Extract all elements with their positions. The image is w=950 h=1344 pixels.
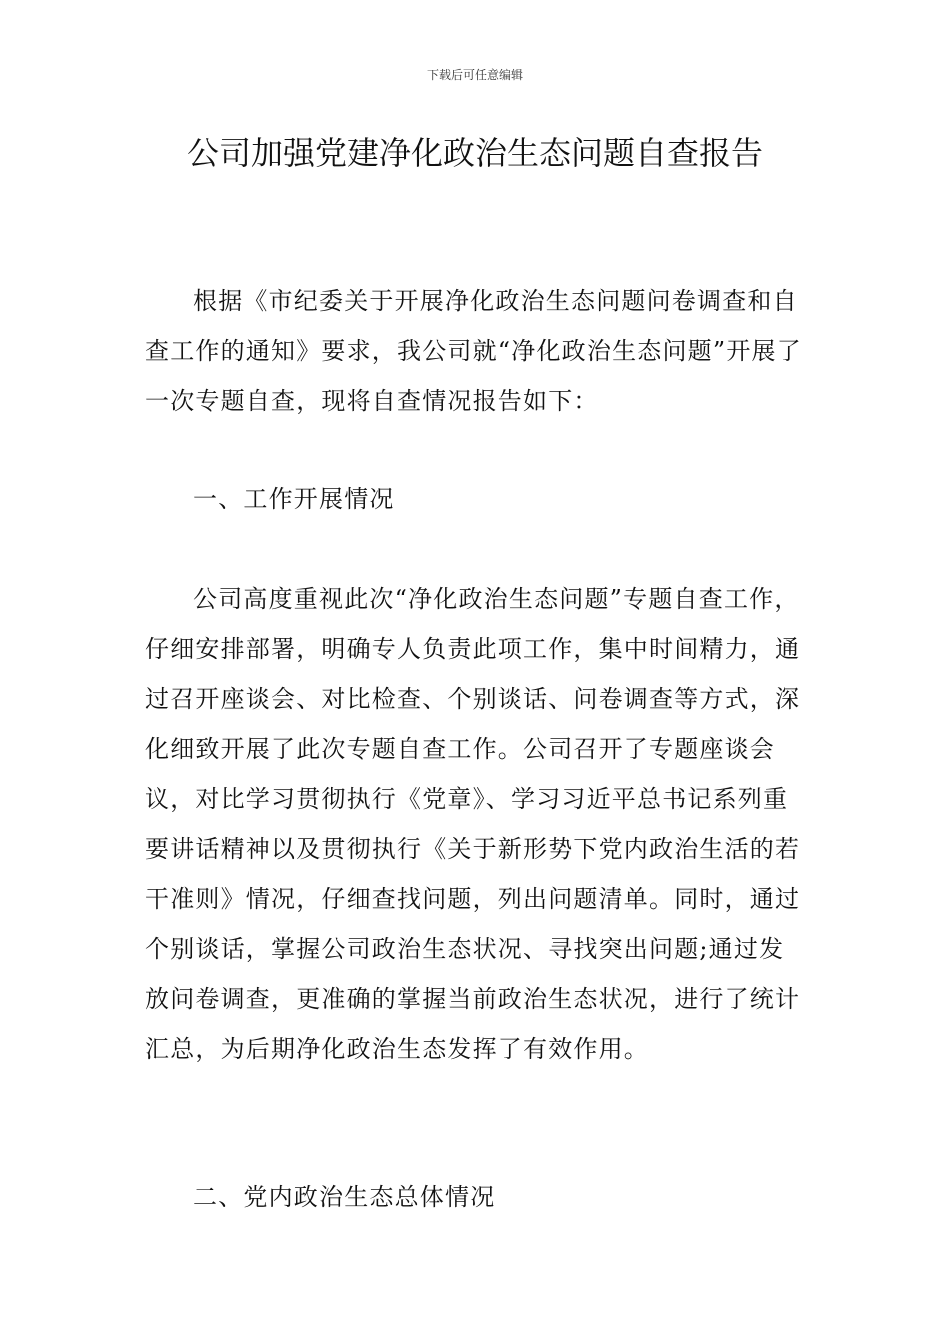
header-note: 下载后可任意编辑 — [426, 68, 523, 82]
section-1-heading: 一、工作开展情况 — [193, 485, 395, 513]
intro-paragraph: 根据《市纪委关于开展净化政治生态问题问卷调查和自查工作的通知》要求，我公司就“净化政治生态问题”开展了一次专题自查，现将自查情况报告如下： — [145, 287, 802, 415]
document-title: 公司加强党建净化政治生态问题自查报告 — [186, 134, 763, 172]
section-1-paragraph: 公司高度重视此次“净化政治生态问题”专题自查工作，仔细安排部署，明确专人负责此项工作，集中时间精力，通过召开座谈会、对比检查、个别谈话、问卷调查等方式，深化细致开展了此次专题自查工作。公司召开了专题座谈会议，对比学习贯彻执行《党章》、学习习近平总书记系列重要讲话精神以及贯彻执行《关于新形势下党内政治生活的若干准则》情况，仔细查找问题，列出问题清单。同时，通过个别谈话，掌握公司政治生态状况、寻找突出问题;通过发放问卷调查，更准确的掌握当前政治生态状况，进行了统计汇总，为后期净化政治生态发挥了有效作用。 — [145, 585, 801, 1063]
section-2-heading: 二、党内政治生态总体情况 — [193, 1183, 496, 1211]
